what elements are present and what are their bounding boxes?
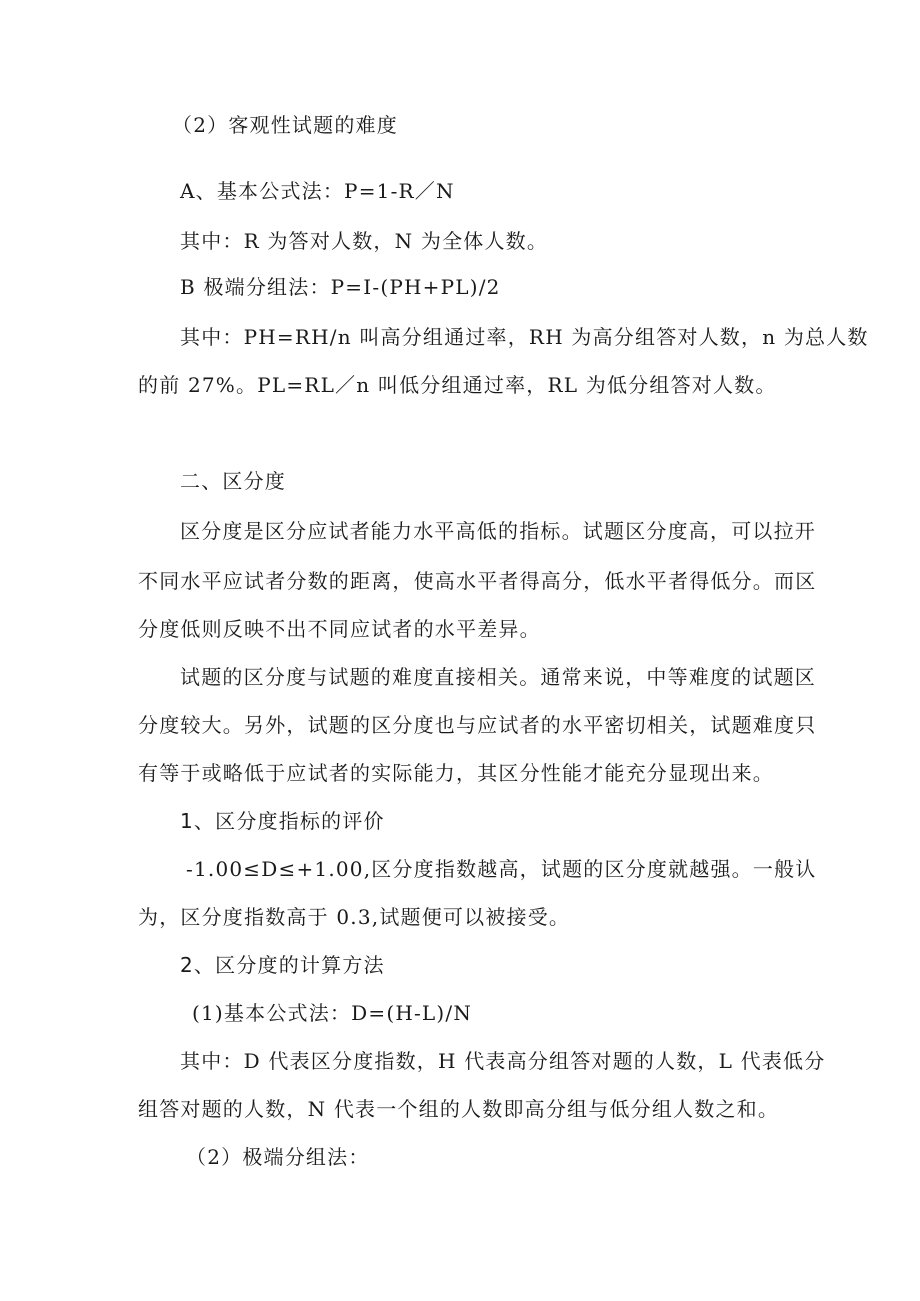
formula-basic: A、基本公式法：P=1-R／N — [180, 179, 455, 203]
paragraph-line: -1.00≤D≤+1.00,区分度指数越高，试题的区分度就越强。一般认 — [186, 857, 817, 881]
subsection-heading-objective-difficulty: （2）客观性试题的难度 — [172, 113, 398, 137]
formula-discrimination-basic: (1)基本公式法：D=(H-L)/N — [192, 1001, 473, 1025]
subsection-heading-calculation: 2、区分度的计算方法 — [180, 953, 385, 977]
paragraph-line: 区分度是区分应试者能力水平高低的指标。试题区分度高，可以拉开 — [180, 519, 816, 543]
paragraph-line: 分度低则反映不出不同应试者的水平差异。 — [138, 617, 541, 641]
paragraph-line: 不同水平应试者分数的距离，使高水平者得高分，低水平者得低分。而区 — [138, 569, 817, 593]
formula-extreme-group: B 极端分组法：P=I-(PH+PL)/2 — [180, 275, 501, 299]
paragraph-line: 的前 27%。PL=RL／n 叫低分组通过率，RL 为低分组答对人数。 — [138, 373, 777, 397]
formula-basic-explanation: 其中：R 为答对人数，N 为全体人数。 — [180, 229, 549, 253]
paragraph-line: 其中：D 代表区分度指数，H 代表高分组答对题的人数，L 代表低分 — [180, 1049, 826, 1073]
paragraph-line: 其中：PH=RH/n 叫高分组通过率，RH 为高分组答对人数，n 为总人数 — [180, 325, 869, 349]
paragraph-line: 为，区分度指数高于 0.3,试题便可以被接受。 — [138, 905, 571, 929]
paragraph-line: 分度较大。另外，试题的区分度也与应试者的水平密切相关，试题难度只 — [138, 713, 817, 737]
paragraph-line: 有等于或略低于应试者的实际能力，其区分性能才能充分显现出来。 — [138, 761, 774, 785]
paragraph-line: 组答对题的人数，N 代表一个组的人数即高分组与低分组人数之和。 — [138, 1097, 780, 1121]
paragraph-line: 试题的区分度与试题的难度直接相关。通常来说，中等难度的试题区 — [180, 665, 816, 689]
section-heading-discrimination: 二、区分度 — [180, 469, 286, 493]
subsection-heading-extreme-group: （2）极端分组法： — [186, 1145, 370, 1169]
subsection-heading-evaluation: 1、区分度指标的评价 — [180, 809, 385, 833]
